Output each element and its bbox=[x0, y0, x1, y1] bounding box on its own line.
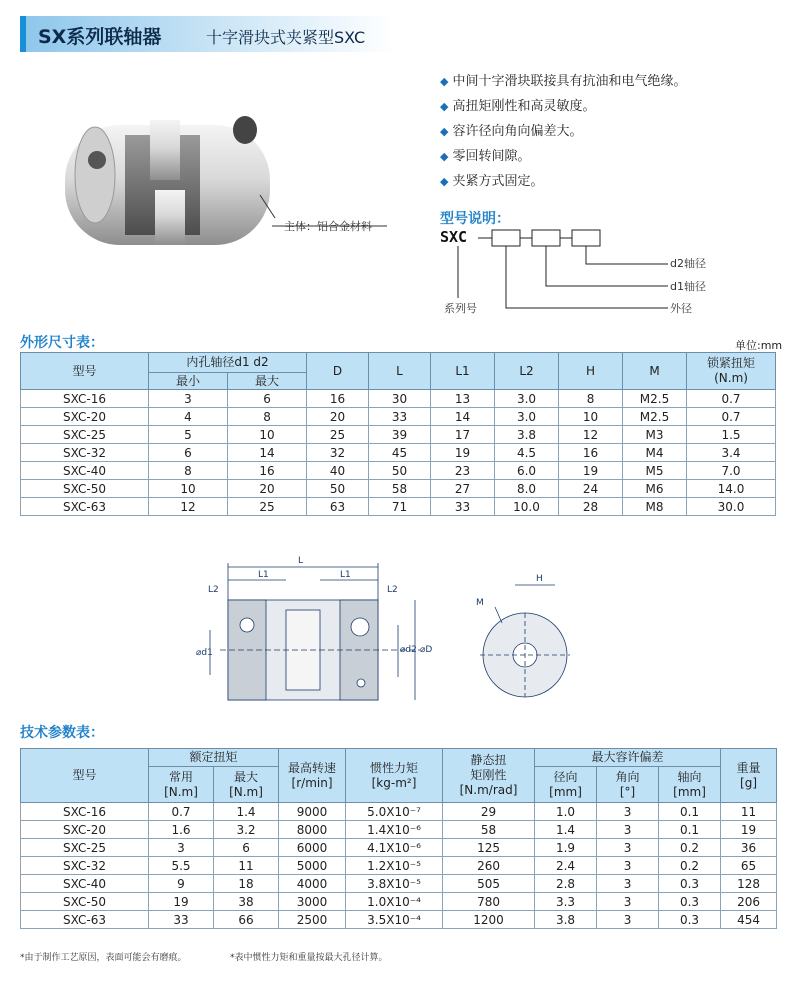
technical-drawing bbox=[190, 555, 620, 715]
value-cell: 14 bbox=[431, 408, 495, 426]
model-cell: SXC-16 bbox=[21, 803, 149, 821]
col-header-axial: 轴向 [mm] bbox=[659, 767, 721, 803]
value-cell: 8 bbox=[559, 390, 623, 408]
value-cell: 3.3 bbox=[535, 893, 597, 911]
series-title: SX系列联轴器 bbox=[38, 26, 162, 48]
value-cell: 65 bbox=[721, 857, 777, 875]
value-cell: 33 bbox=[149, 911, 214, 929]
value-cell: 3.2 bbox=[214, 821, 279, 839]
value-cell: 58 bbox=[369, 480, 431, 498]
model-cell: SXC-40 bbox=[21, 875, 149, 893]
value-cell: 20 bbox=[228, 480, 307, 498]
series-subtitle: 十字滑块式夹紧型SXC bbox=[206, 28, 366, 47]
col-header-angular: 角向 [°] bbox=[597, 767, 659, 803]
value-cell: 19 bbox=[431, 444, 495, 462]
value-cell: 11 bbox=[721, 803, 777, 821]
value-cell: 3.5X10⁻⁴ bbox=[346, 911, 443, 929]
value-cell: 0.2 bbox=[659, 857, 721, 875]
dim-label-L2-left: L2 bbox=[208, 585, 219, 595]
value-cell: 505 bbox=[443, 875, 535, 893]
value-cell: 36 bbox=[721, 839, 777, 857]
value-cell: 6.0 bbox=[495, 462, 559, 480]
col-header-L1: L1 bbox=[431, 353, 495, 390]
table-row bbox=[21, 408, 776, 426]
col-header-stiffness: 静态扭 矩刚性 [N.m/rad] bbox=[443, 749, 535, 803]
material-leader bbox=[272, 210, 392, 230]
feature-item: ◆ 高扭矩刚性和高灵敏度。 bbox=[440, 99, 596, 114]
value-cell: 8000 bbox=[279, 821, 346, 839]
dim-label-L1-right: L1 bbox=[340, 570, 351, 580]
feature-item: ◆ 容许径向角向偏差大。 bbox=[440, 124, 583, 139]
value-cell: 16 bbox=[228, 462, 307, 480]
value-cell: 33 bbox=[431, 498, 495, 516]
dim-label-d2: ⌀d2 bbox=[400, 645, 417, 655]
value-cell: 6 bbox=[228, 390, 307, 408]
label-outer-diameter: 外径 bbox=[670, 302, 692, 315]
col-header-misalignment: 最大容许偏差 bbox=[535, 749, 721, 767]
value-cell: 17 bbox=[431, 426, 495, 444]
screw-hole-icon bbox=[351, 618, 369, 636]
value-cell: 71 bbox=[369, 498, 431, 516]
value-cell: 11 bbox=[214, 857, 279, 875]
value-cell: 5.5 bbox=[149, 857, 214, 875]
col-header-rated-torque: 额定扭矩 bbox=[149, 749, 279, 767]
value-cell: 12 bbox=[149, 498, 228, 516]
value-cell: 6 bbox=[214, 839, 279, 857]
value-cell: M8 bbox=[623, 498, 687, 516]
value-cell: 780 bbox=[443, 893, 535, 911]
dim-label-H: H bbox=[536, 574, 543, 584]
feature-item: ◆ 零回转间隙。 bbox=[440, 149, 531, 164]
value-cell: 8 bbox=[149, 462, 228, 480]
value-cell: M4 bbox=[623, 444, 687, 462]
value-cell: M2.5 bbox=[623, 408, 687, 426]
note-calculation: *表中惯性力矩和重量按最大孔径计算。 bbox=[230, 953, 388, 963]
value-cell: 0.3 bbox=[659, 911, 721, 929]
col-header-speed: 最高转速 [r/min] bbox=[279, 749, 346, 803]
model-cell: SXC-32 bbox=[21, 857, 149, 875]
value-cell: 0.3 bbox=[659, 875, 721, 893]
table-row bbox=[21, 893, 777, 911]
value-cell: 1.0 bbox=[535, 803, 597, 821]
value-cell: 3.8 bbox=[495, 426, 559, 444]
col-header-L2: L2 bbox=[495, 353, 559, 390]
value-cell: 1.6 bbox=[149, 821, 214, 839]
value-cell: 1.2X10⁻⁵ bbox=[346, 857, 443, 875]
value-cell: 32 bbox=[307, 444, 369, 462]
value-cell: 7.0 bbox=[687, 462, 776, 480]
value-cell: 3.8X10⁻⁵ bbox=[346, 875, 443, 893]
value-cell: 125 bbox=[443, 839, 535, 857]
col-header-model: 型号 bbox=[21, 353, 149, 390]
value-cell: 25 bbox=[228, 498, 307, 516]
table-row bbox=[21, 498, 776, 516]
value-cell: 14 bbox=[228, 444, 307, 462]
col-header-D: D bbox=[307, 353, 369, 390]
label-series: 系列号 bbox=[444, 302, 477, 315]
tech-table-title: 技术参数表： bbox=[20, 725, 104, 741]
value-cell: 2.8 bbox=[535, 875, 597, 893]
table-row bbox=[21, 426, 776, 444]
value-cell: 12 bbox=[559, 426, 623, 444]
value-cell: 1.4 bbox=[535, 821, 597, 839]
value-cell: 6000 bbox=[279, 839, 346, 857]
value-cell: 3 bbox=[597, 821, 659, 839]
note-surface: *由于制作工艺原因，表面可能会有磨痕。 bbox=[20, 953, 187, 963]
value-cell: 19 bbox=[149, 893, 214, 911]
value-cell: 1.4X10⁻⁶ bbox=[346, 821, 443, 839]
dim-label-L: L bbox=[298, 556, 304, 566]
value-cell: 1.4 bbox=[214, 803, 279, 821]
value-cell: 28 bbox=[559, 498, 623, 516]
value-cell: 8.0 bbox=[495, 480, 559, 498]
table-row bbox=[21, 857, 777, 875]
value-cell: 33 bbox=[369, 408, 431, 426]
dimension-table-title: 外形尺寸表： bbox=[20, 335, 104, 351]
dimension-table-body bbox=[21, 390, 776, 516]
model-explanation-title: 型号说明： bbox=[440, 211, 510, 227]
value-cell: 6 bbox=[149, 444, 228, 462]
col-header-radial: 径向 [mm] bbox=[535, 767, 597, 803]
jaw-lower bbox=[155, 190, 185, 245]
value-cell: 3 bbox=[149, 390, 228, 408]
value-cell: 0.7 bbox=[687, 408, 776, 426]
value-cell: 3.0 bbox=[495, 408, 559, 426]
col-header-L: L bbox=[369, 353, 431, 390]
model-cell: SXC-32 bbox=[21, 444, 149, 462]
product-photo bbox=[55, 90, 285, 265]
bullet-icon: ◆ bbox=[440, 150, 449, 163]
value-cell: 13 bbox=[431, 390, 495, 408]
screw-hole-icon bbox=[240, 618, 254, 632]
coupling-end-face bbox=[75, 127, 115, 223]
model-cell: SXC-25 bbox=[21, 839, 149, 857]
value-cell: 63 bbox=[307, 498, 369, 516]
value-cell: 4.1X10⁻⁶ bbox=[346, 839, 443, 857]
bullet-icon: ◆ bbox=[440, 100, 449, 113]
table-row bbox=[21, 480, 776, 498]
dim-label-D: ⌀D bbox=[420, 645, 433, 655]
model-cell: SXC-63 bbox=[21, 911, 149, 929]
value-cell: 18 bbox=[214, 875, 279, 893]
value-cell: 0.1 bbox=[659, 821, 721, 839]
value-cell: 4.5 bbox=[495, 444, 559, 462]
value-cell: 58 bbox=[443, 821, 535, 839]
value-cell: 2500 bbox=[279, 911, 346, 929]
value-cell: 8 bbox=[228, 408, 307, 426]
value-cell: 1.9 bbox=[535, 839, 597, 857]
col-header-normal: 常用 [N.m] bbox=[149, 767, 214, 803]
value-cell: 5 bbox=[149, 426, 228, 444]
value-cell: 3 bbox=[597, 803, 659, 821]
value-cell: 50 bbox=[307, 480, 369, 498]
col-header-weight: 重量 [g] bbox=[721, 749, 777, 803]
value-cell: 30.0 bbox=[687, 498, 776, 516]
feature-item: ◆ 中间十字滑块联接具有抗油和电气绝缘。 bbox=[440, 74, 687, 89]
value-cell: 19 bbox=[559, 462, 623, 480]
value-cell: 39 bbox=[369, 426, 431, 444]
model-prefix: SXC bbox=[440, 228, 468, 246]
dimension-table bbox=[20, 352, 776, 516]
value-cell: 40 bbox=[307, 462, 369, 480]
value-cell: 50 bbox=[369, 462, 431, 480]
value-cell: 19 bbox=[721, 821, 777, 839]
col-header-model: 型号 bbox=[21, 749, 149, 803]
value-cell: 16 bbox=[559, 444, 623, 462]
value-cell: 206 bbox=[721, 893, 777, 911]
value-cell: 14.0 bbox=[687, 480, 776, 498]
table-row bbox=[21, 390, 776, 408]
model-cell: SXC-40 bbox=[21, 462, 149, 480]
material-label: 主体：铝合金材料 bbox=[284, 220, 372, 233]
code-box-d1 bbox=[532, 230, 560, 246]
model-cell: SXC-20 bbox=[21, 821, 149, 839]
bullet-icon: ◆ bbox=[440, 175, 449, 188]
model-cell: SXC-25 bbox=[21, 426, 149, 444]
model-cell: SXC-20 bbox=[21, 408, 149, 426]
col-header-bore: 内孔轴径d1 d2 bbox=[149, 353, 307, 373]
value-cell: 1.5 bbox=[687, 426, 776, 444]
value-cell: 45 bbox=[369, 444, 431, 462]
bore-hole-icon bbox=[88, 151, 106, 169]
value-cell: 128 bbox=[721, 875, 777, 893]
dim-label-L2-right: L2 bbox=[387, 585, 398, 595]
value-cell: 260 bbox=[443, 857, 535, 875]
value-cell: 4 bbox=[149, 408, 228, 426]
col-header-max: 最大 [N.m] bbox=[214, 767, 279, 803]
table-row bbox=[21, 462, 776, 480]
value-cell: M5 bbox=[623, 462, 687, 480]
value-cell: 3000 bbox=[279, 893, 346, 911]
value-cell: 3.0 bbox=[495, 390, 559, 408]
value-cell: 3.4 bbox=[687, 444, 776, 462]
model-cell: SXC-50 bbox=[21, 893, 149, 911]
value-cell: 20 bbox=[307, 408, 369, 426]
col-header-M: M bbox=[623, 353, 687, 390]
value-cell: 454 bbox=[721, 911, 777, 929]
value-cell: M2.5 bbox=[623, 390, 687, 408]
value-cell: 3 bbox=[597, 911, 659, 929]
value-cell: M3 bbox=[623, 426, 687, 444]
tech-table bbox=[20, 748, 777, 929]
model-cell: SXC-63 bbox=[21, 498, 149, 516]
col-header-inertia: 惯性力矩 [kg-m²] bbox=[346, 749, 443, 803]
model-cell: SXC-50 bbox=[21, 480, 149, 498]
value-cell: 2.4 bbox=[535, 857, 597, 875]
table-row bbox=[21, 821, 777, 839]
value-cell: 1.0X10⁻⁴ bbox=[346, 893, 443, 911]
value-cell: 5.0X10⁻⁷ bbox=[346, 803, 443, 821]
table-row bbox=[21, 875, 777, 893]
value-cell: 0.7 bbox=[149, 803, 214, 821]
value-cell: 3 bbox=[597, 893, 659, 911]
value-cell: 0.2 bbox=[659, 839, 721, 857]
value-cell: 10 bbox=[559, 408, 623, 426]
value-cell: 3.8 bbox=[535, 911, 597, 929]
dim-label-d1: ⌀d1 bbox=[196, 648, 213, 658]
value-cell: 3 bbox=[149, 839, 214, 857]
code-box-d2 bbox=[572, 230, 600, 246]
value-cell: 3 bbox=[597, 839, 659, 857]
table-row bbox=[21, 839, 777, 857]
clamp-screw-icon bbox=[233, 116, 257, 144]
value-cell: 66 bbox=[214, 911, 279, 929]
table-row bbox=[21, 444, 776, 462]
dim-label-L1-left: L1 bbox=[258, 570, 269, 580]
value-cell: 9 bbox=[149, 875, 214, 893]
value-cell: 10 bbox=[228, 426, 307, 444]
value-cell: 3 bbox=[597, 857, 659, 875]
header-banner bbox=[20, 16, 396, 52]
value-cell: 10 bbox=[149, 480, 228, 498]
dim-label-M: M bbox=[476, 598, 484, 608]
value-cell: 16 bbox=[307, 390, 369, 408]
value-cell: 24 bbox=[559, 480, 623, 498]
col-header-H: H bbox=[559, 353, 623, 390]
model-cell: SXC-16 bbox=[21, 390, 149, 408]
value-cell: 4000 bbox=[279, 875, 346, 893]
value-cell: 27 bbox=[431, 480, 495, 498]
col-header-torque: 锁紧扭矩 (N.m) bbox=[687, 353, 776, 390]
value-cell: 0.3 bbox=[659, 893, 721, 911]
col-header-max: 最大 bbox=[228, 373, 307, 390]
value-cell: 3 bbox=[597, 875, 659, 893]
value-cell: 1200 bbox=[443, 911, 535, 929]
value-cell: 25 bbox=[307, 426, 369, 444]
value-cell: 29 bbox=[443, 803, 535, 821]
screw-hole-icon bbox=[357, 679, 365, 687]
label-d1: d1轴径 bbox=[670, 280, 706, 293]
leader-M bbox=[495, 607, 502, 623]
code-box-outer-diameter bbox=[492, 230, 520, 246]
value-cell: 38 bbox=[214, 893, 279, 911]
jaw-upper bbox=[150, 120, 180, 180]
value-cell: 9000 bbox=[279, 803, 346, 821]
value-cell: M6 bbox=[623, 480, 687, 498]
feature-item: ◆ 夹紧方式固定。 bbox=[440, 174, 544, 189]
bullet-icon: ◆ bbox=[440, 125, 449, 138]
col-header-min: 最小 bbox=[149, 373, 228, 390]
unit-label: 单位:mm bbox=[735, 339, 783, 352]
value-cell: 5000 bbox=[279, 857, 346, 875]
label-d2: d2轴径 bbox=[670, 257, 706, 270]
value-cell: 23 bbox=[431, 462, 495, 480]
tech-table-body bbox=[21, 803, 777, 929]
table-row bbox=[21, 911, 777, 929]
value-cell: 30 bbox=[369, 390, 431, 408]
value-cell: 0.7 bbox=[687, 390, 776, 408]
value-cell: 10.0 bbox=[495, 498, 559, 516]
value-cell: 0.1 bbox=[659, 803, 721, 821]
table-row bbox=[21, 803, 777, 821]
bullet-icon: ◆ bbox=[440, 75, 449, 88]
